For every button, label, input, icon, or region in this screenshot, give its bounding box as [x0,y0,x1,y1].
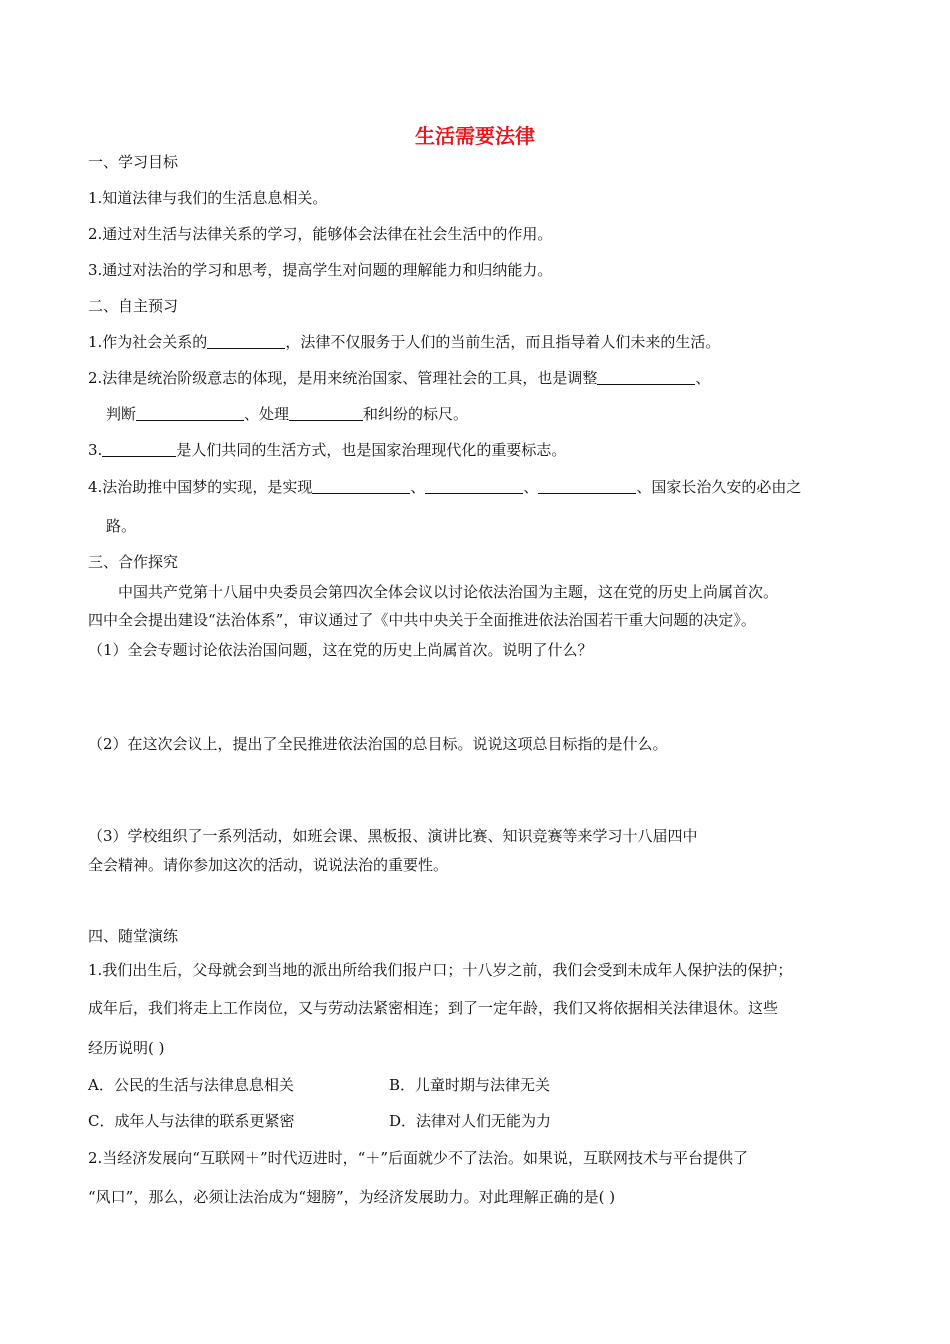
explore-paragraph: 四中全会提出建设“法治体系”，审议通过了《中共中央关于全面推进依法治国若干重大问题的决定》。 [88,611,756,629]
question-text: 、 [695,369,711,387]
question-text: 、国家长治久安的必由之 [636,478,802,496]
explore-question-2: （2）在这次会议上，提出了全民推进依法治国的总目标。说说这项总目标指的是什么。 [88,735,668,753]
option-a[interactable]: A．公民的生活与法律息息相关 [88,1076,294,1094]
question-text: 和纠纷的标尺。 [363,405,469,423]
page-title: 生活需要法律 [415,124,535,148]
question-text: 是人们共同的生活方式，也是国家治理现代化的重要标志。 [176,441,567,459]
explore-question-1: （1）全会专题讨论依法治国问题，这在党的历史上尚属首次。说明了什么？ [88,641,593,659]
fill-blank[interactable] [207,333,285,349]
section-heading-explore: 三、合作探究 [88,553,179,571]
fill-blank[interactable] [312,478,410,494]
question-text: 、 [523,478,539,496]
fill-blank[interactable] [102,441,176,457]
preview-question-4-cont: 路。 [106,517,137,535]
preview-question-1 [88,332,720,352]
preview-question-2 [88,368,710,388]
question-text: ，法律不仅服务于人们的当前生活，而且指导着人们未来的生活。 [285,333,721,351]
explore-paragraph: 中国共产党第十八届中央委员会第四次全体会议以讨论依法治国为主题，这在党的历史上尚属首次。 [118,583,779,601]
fill-blank[interactable] [597,369,695,385]
practice-question-1: 1.我们出生后，父母就会到当地的派出所给我们报户口；十八岁之前，我们会受到未成年人保护法的保护； [88,961,793,979]
goal-item: 3.通过对法治的学习和思考，提高学生对问题的理解能力和归纳能力。 [88,261,553,279]
question-text: 4.法治助推中国梦的实现，是实现 [88,478,313,496]
practice-question-2-cont: “风口”，那么，必须让法治成为“翅膀”，为经济发展助力。对此理解正确的是( ) [88,1188,616,1206]
section-heading-goals: 一、学习目标 [88,153,179,171]
option-b[interactable]: B．儿童时期与法律无关 [389,1076,551,1094]
preview-question-2-cont [106,404,468,424]
practice-question-1-cont: 成年后，我们将走上工作岗位，又与劳动法紧密相连；到了一定年龄，我们又将依据相关法律退休。这些 [88,999,779,1017]
fill-blank[interactable] [289,405,363,421]
fill-blank[interactable] [136,405,244,421]
section-heading-preview: 二、自主预习 [88,297,179,315]
goal-item: 2.通过对生活与法律关系的学习，能够体会法律在社会生活中的作用。 [88,225,553,243]
practice-question-1-cont: 经历说明( ) [88,1039,165,1057]
explore-question-3-cont: 全会精神。请你参加这次的活动，说说法治的重要性。 [88,856,449,874]
explore-question-3: （3）学校组织了一系列活动，如班会课、黑板报、演讲比赛、知识竞赛等来学习十八届四中 [88,827,698,845]
preview-question-4 [88,477,801,497]
question-text: 、处理 [244,405,290,423]
question-text: 、 [410,478,426,496]
goal-item: 1.知道法律与我们的生活息息相关。 [88,189,328,207]
question-text: 2.法律是统治阶级意志的体现，是用来统治国家、管理社会的工具，也是调整 [88,369,598,387]
question-text: 判断 [106,405,137,423]
option-c[interactable]: C．成年人与法律的联系更紧密 [88,1112,295,1130]
question-text: 3. [88,441,103,459]
question-text: 1.作为社会关系的 [88,333,208,351]
practice-question-2: 2.当经济发展向“互联网＋”时代迈进时，“＋”后面就少不了法治。如果说，互联网技术与平台提供了 [88,1149,748,1167]
option-d[interactable]: D．法律对人们无能为力 [389,1112,552,1130]
section-heading-practice: 四、随堂演练 [88,927,179,945]
preview-question-3 [88,440,566,460]
fill-blank[interactable] [538,478,636,494]
fill-blank[interactable] [425,478,523,494]
